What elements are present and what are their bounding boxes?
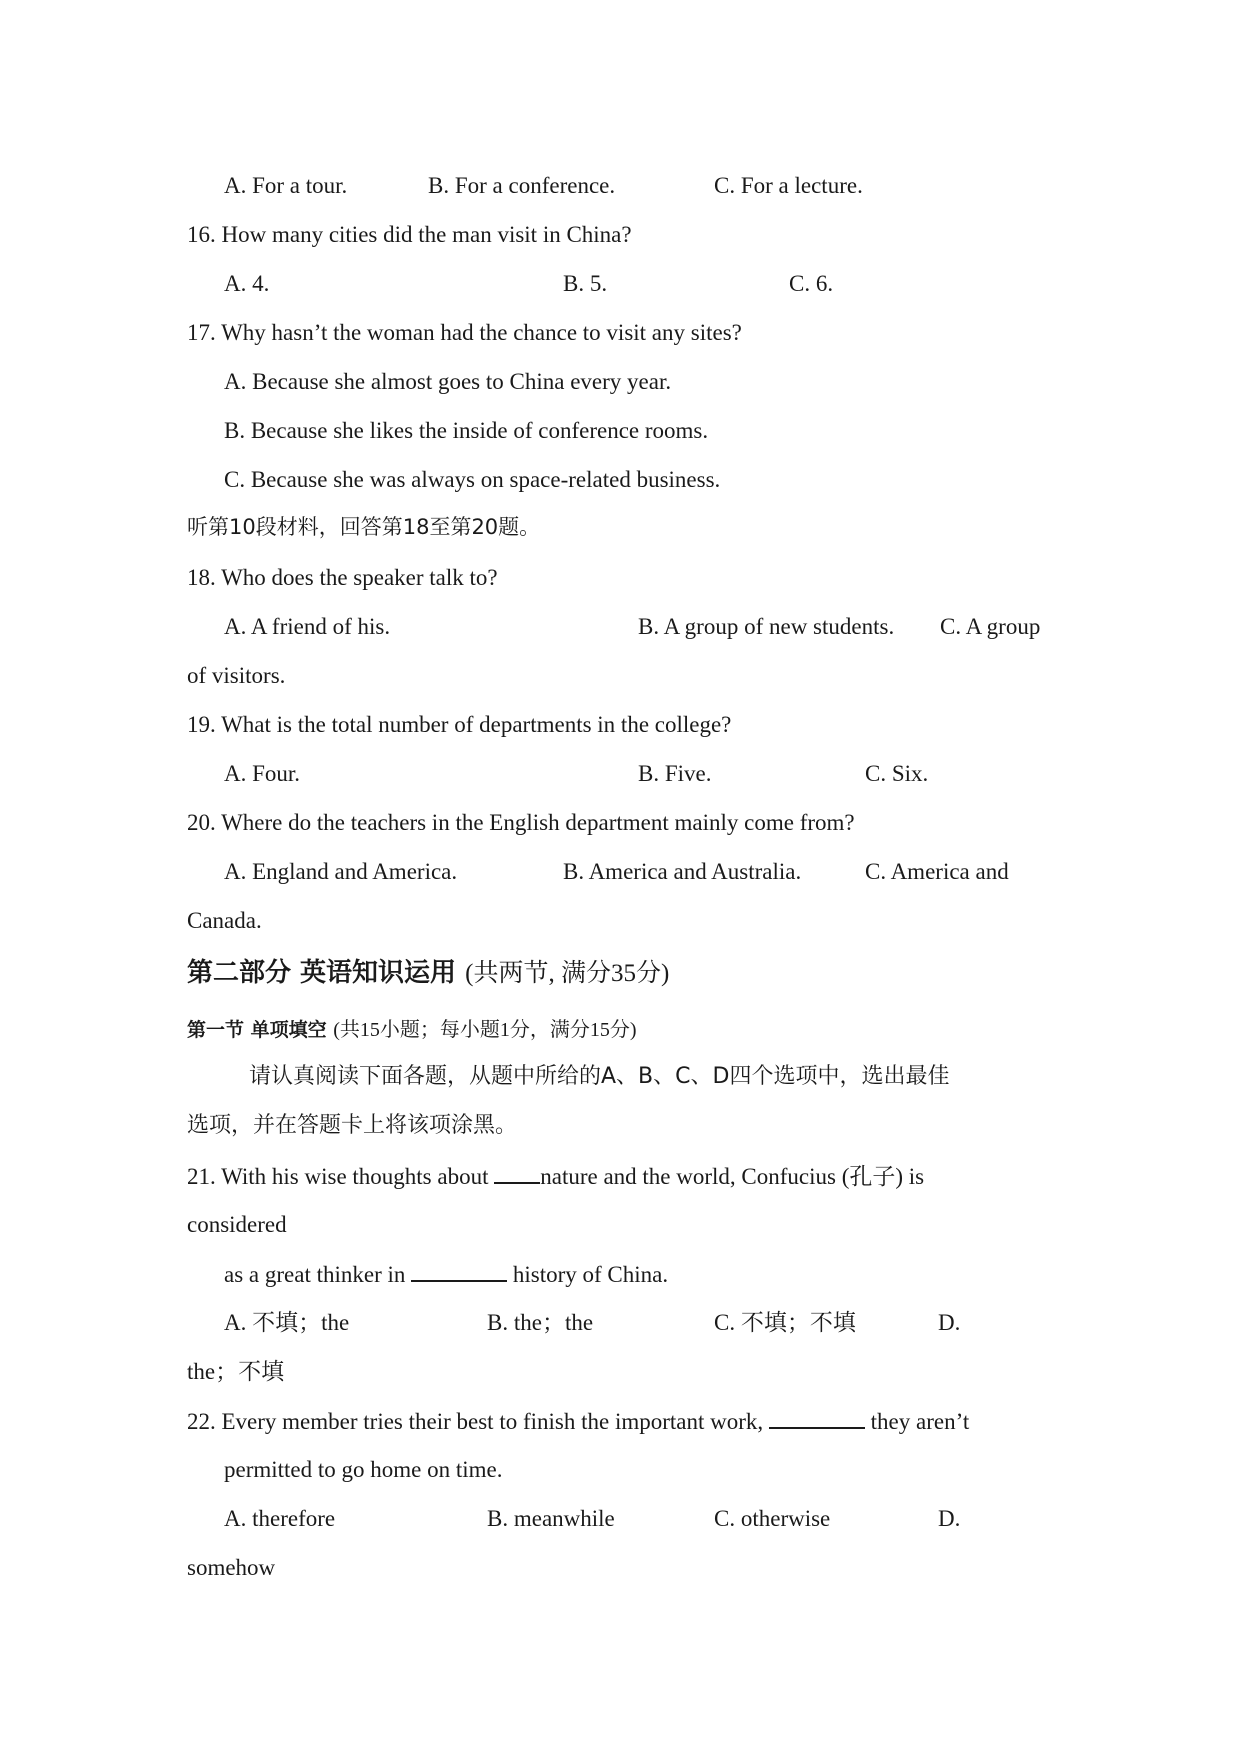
q21-stem-part-4: history of China. (512, 1262, 669, 1287)
q20-stem: 20. Where do the teachers in the English department mainly come from? (187, 810, 855, 835)
q20-option-c: C. America and (865, 859, 1009, 884)
q17-stem: 17. Why hasn’t the woman had the chance to visit any sites? (187, 320, 742, 345)
q22-stem-part-1: 22. Every member tries their best to finish the important work, (187, 1409, 764, 1434)
q22-option-a: A. therefore (224, 1506, 336, 1531)
q18-option-a: A. A friend of his. (224, 614, 391, 639)
section1-heading (187, 1020, 637, 1040)
q17-option-b: B. Because she likes the inside of conference rooms. (224, 418, 709, 443)
q18-option-b: B. A group of new students. (638, 614, 895, 639)
q16-option-c: C. 6. (789, 271, 834, 296)
q19-stem: 19. What is the total number of departments in the college? (187, 712, 732, 737)
q21-option-b: B. the；the (487, 1310, 594, 1335)
q21-option-d-cont: the；不填 (187, 1359, 285, 1384)
q22-option-d: D. (938, 1506, 961, 1531)
q19-option-a: A. Four. (224, 761, 301, 786)
q15-option-c: C. For a lecture. (714, 173, 863, 198)
q20-option-c-cont: Canada. (187, 908, 262, 933)
q21-stem-line-3 (224, 1262, 668, 1286)
q22-option-d-cont: somehow (187, 1555, 276, 1580)
q21-stem-line-2: considered (187, 1212, 287, 1237)
q19-option-b: B. Five. (638, 761, 712, 786)
q19-option-c: C. Six. (865, 761, 929, 786)
q22-option-b: B. meanwhile (487, 1506, 615, 1531)
q17-option-a: A. Because she almost goes to China every year. (224, 369, 672, 394)
q16-stem: 16. How many cities did the man visit in China? (187, 222, 632, 247)
q22-stem-line-2: permitted to go home on time. (224, 1457, 503, 1482)
section1-note: (共15小题；每小题1分，满分15分) (333, 1019, 637, 1041)
q21-stem-line-1 (187, 1164, 924, 1188)
q15-option-a: A. For a tour. (224, 173, 348, 198)
q16-option-b: B. 5. (563, 271, 608, 296)
q22-stem-part-2: they aren’t (870, 1409, 970, 1434)
part2-title: 第二部分 英语知识运用 (187, 958, 457, 988)
q22-blank (769, 1409, 865, 1429)
q22-option-c: C. otherwise (714, 1506, 831, 1531)
q18-stem: 18. Who does the speaker talk to? (187, 565, 498, 590)
instruction-line-2: 选项，并在答题卡上将该项涂黑。 (187, 1113, 518, 1138)
part2-heading (187, 960, 669, 986)
q20-option-b: B. America and Australia. (563, 859, 802, 884)
section1-title: 第一节 单项填空 (187, 1019, 327, 1041)
part2-note: (共两节, 满分35分) (465, 960, 670, 987)
q21-stem-part-1: 21. With his wise thoughts about (187, 1164, 489, 1189)
q17-option-c: C. Because she was always on space-related business. (224, 467, 721, 492)
q21-blank-1 (494, 1164, 540, 1184)
q18-option-c: C. A group (940, 614, 1041, 639)
q15-option-b: B. For a conference. (428, 173, 616, 198)
q21-stem-part-2: nature and the world, Confucius (孔子) is (540, 1164, 925, 1189)
q21-option-a: A. 不填；the (224, 1310, 350, 1335)
q21-blank-2 (411, 1262, 507, 1282)
q21-option-c: C. 不填；不填 (714, 1310, 856, 1335)
q22-stem-line-1 (187, 1409, 969, 1433)
q21-option-d: D. (938, 1310, 961, 1335)
q20-option-a: A. England and America. (224, 859, 458, 884)
listening-instruction: 听第10段材料，回答第18至第20题。 (187, 515, 541, 539)
q18-option-c-cont: of visitors. (187, 663, 286, 688)
instruction-line-1: 请认真阅读下面各题，从题中所给的A、B、C、D四个选项中，选出最佳 (249, 1064, 950, 1089)
q16-option-a: A. 4. (224, 271, 270, 296)
q21-stem-part-3: as a great thinker in (224, 1262, 406, 1287)
